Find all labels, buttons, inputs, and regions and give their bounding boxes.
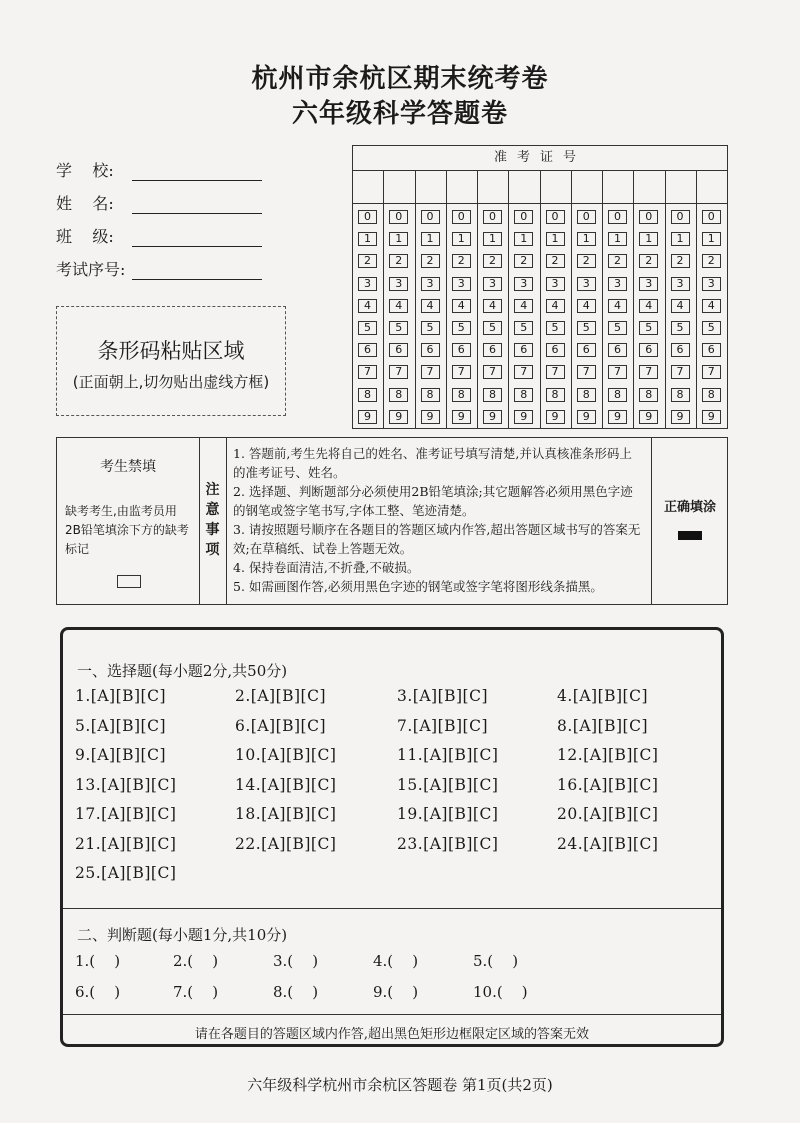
digit-bubble[interactable]: 9	[358, 410, 377, 424]
choice-question[interactable]: 19.[A][B][C]	[397, 805, 499, 823]
exam-number-column	[353, 171, 384, 429]
digit-bubble[interactable]: 4	[702, 299, 721, 313]
digit-bubble[interactable]: 4	[577, 299, 596, 313]
absent-text: 缺考考生,由监考员用2B铅笔填涂下方的缺考标记	[65, 504, 189, 556]
digit-bubble[interactable]: 4	[421, 299, 440, 313]
exam-number-write-box[interactable]	[697, 171, 727, 204]
digit-bubble[interactable]: 6	[514, 343, 533, 357]
exam-number-columns	[353, 171, 727, 429]
absent-title: 考生禁填	[100, 459, 156, 475]
digit-bubble[interactable]: 3	[577, 277, 596, 291]
exam-number-write-box[interactable]	[447, 171, 477, 204]
choice-question[interactable]: 25.[A][B][C]	[75, 864, 177, 882]
choice-question[interactable]: 9.[A][B][C]	[75, 746, 167, 764]
digit-bubble[interactable]: 1	[702, 232, 721, 246]
digit-bubble[interactable]: 9	[514, 410, 533, 424]
title-line-1: 杭州市余杭区期末统考卷	[251, 64, 549, 94]
judgment-question[interactable]: 6.( )	[75, 983, 121, 1001]
digit-bubble[interactable]: 7	[358, 365, 377, 379]
section2-title: 二、判断题(每小题1分,共10分)	[77, 926, 288, 944]
digit-bubble[interactable]: 5	[483, 321, 502, 335]
exam-number-write-box[interactable]	[478, 171, 508, 204]
digit-bubble[interactable]: 8	[546, 388, 565, 402]
correct-fill-mark	[678, 531, 702, 540]
absent-mark-box[interactable]	[117, 575, 141, 588]
digit-bubble[interactable]: 0	[671, 210, 690, 224]
digit-bubble[interactable]: 8	[702, 388, 721, 402]
exam-number-write-box[interactable]	[603, 171, 633, 204]
digit-bubble[interactable]: 3	[389, 277, 408, 291]
exam-number-column	[697, 171, 727, 429]
digit-bubble[interactable]: 5	[639, 321, 658, 335]
barcode-area	[56, 306, 286, 416]
school-input-line[interactable]	[132, 166, 262, 181]
digit-bubble[interactable]: 5	[608, 321, 627, 335]
digit-bubble[interactable]: 3	[452, 277, 471, 291]
exam-number-column	[634, 171, 665, 429]
digit-bubble[interactable]: 0	[452, 210, 471, 224]
digit-bubble[interactable]: 1	[358, 232, 377, 246]
exam-number-write-box[interactable]	[416, 171, 446, 204]
digit-bubble[interactable]: 4	[639, 299, 658, 313]
digit-bubble[interactable]: 2	[452, 254, 471, 268]
digit-bubble[interactable]: 5	[577, 321, 596, 335]
note-item: 2. 选择题、判断题部分必须使用2B铅笔填涂;其它题解答必须用黑色字迹的钢笔或签字笔书写,字体工整、笔迹清楚。	[233, 484, 633, 518]
note-item: 1. 答题前,考生先将自己的姓名、准考证号填写清楚,并认真核准条形码上的准考证号、姓名。	[233, 446, 632, 480]
barcode-title: 条形码粘贴区域	[97, 339, 245, 363]
digit-bubble[interactable]: 9	[639, 410, 658, 424]
class-field[interactable]	[56, 224, 262, 247]
digit-bubble[interactable]: 0	[421, 210, 440, 224]
digit-bubble[interactable]: 4	[389, 299, 408, 313]
judgment-question[interactable]: 2.( )	[173, 952, 219, 970]
choice-question[interactable]: 6.[A][B][C]	[235, 716, 327, 735]
exam-number-write-box[interactable]	[384, 171, 414, 204]
digit-bubble[interactable]: 9	[546, 410, 565, 424]
digit-bubble[interactable]: 7	[608, 365, 627, 379]
exam-seq-label: 考试序号:	[56, 260, 126, 279]
note-item: 3. 请按照题号顺序在各题目的答题区域内作答,超出答题区域书写的答案无效;在草稿纸、试卷上答题无效。	[233, 522, 641, 556]
digit-bubble[interactable]: 9	[483, 410, 502, 424]
digit-bubble[interactable]: 1	[577, 232, 596, 246]
choice-question[interactable]: 5.[A][B][C]	[75, 716, 167, 735]
digit-bubble[interactable]: 6	[702, 343, 721, 357]
digit-bubble[interactable]: 4	[452, 299, 471, 313]
exam-number-grid	[352, 145, 728, 429]
correct-fill-section	[651, 438, 728, 604]
choice-question[interactable]: 11.[A][B][C]	[397, 746, 499, 764]
exam-number-write-box[interactable]	[541, 171, 571, 204]
digit-bubble[interactable]: 9	[608, 410, 627, 424]
exam-number-column	[447, 171, 478, 429]
name-input-line[interactable]	[132, 199, 262, 214]
digit-bubble[interactable]: 9	[421, 410, 440, 424]
digit-bubble[interactable]: 2	[483, 254, 502, 268]
exam-number-write-box[interactable]	[634, 171, 664, 204]
choice-question[interactable]: 24.[A][B][C]	[557, 834, 659, 853]
digit-bubble[interactable]: 1	[421, 232, 440, 246]
notes-list	[233, 444, 643, 596]
digit-bubble[interactable]: 1	[608, 232, 627, 246]
exam-number-column	[541, 171, 572, 429]
digit-bubble[interactable]: 0	[546, 210, 565, 224]
digit-bubble[interactable]: 7	[577, 365, 596, 379]
judgment-question[interactable]: 3.( )	[273, 952, 319, 970]
digit-bubble[interactable]: 5	[514, 321, 533, 335]
class-label: 班 级:	[56, 227, 114, 246]
digit-bubble[interactable]: 2	[421, 254, 440, 268]
digit-bubble[interactable]: 3	[702, 277, 721, 291]
choice-question[interactable]: 13.[A][B][C]	[75, 775, 177, 794]
exam-number-column	[603, 171, 634, 429]
digit-bubble[interactable]: 2	[671, 254, 690, 268]
digit-bubble[interactable]: 2	[546, 254, 565, 268]
digit-bubble[interactable]: 1	[514, 232, 533, 246]
choice-question[interactable]: 14.[A][B][C]	[235, 775, 337, 794]
digit-bubble[interactable]: 6	[671, 343, 690, 357]
name-field[interactable]	[56, 191, 262, 214]
choice-question[interactable]: 12.[A][B][C]	[557, 746, 659, 764]
digit-bubble[interactable]: 7	[639, 365, 658, 379]
digit-bubble[interactable]: 3	[358, 277, 377, 291]
judgment-question[interactable]: 10.( )	[473, 983, 528, 1001]
digit-bubble[interactable]: 6	[389, 343, 408, 357]
digit-bubble[interactable]: 9	[577, 410, 596, 424]
digit-bubble[interactable]: 8	[421, 388, 440, 402]
judgment-question[interactable]: 4.( )	[373, 952, 419, 970]
digit-bubble[interactable]: 5	[389, 321, 408, 335]
exam-seq-field[interactable]	[56, 257, 262, 280]
digit-bubble[interactable]: 1	[389, 232, 408, 246]
digit-bubble[interactable]: 9	[671, 410, 690, 424]
digit-bubble[interactable]: 8	[514, 388, 533, 402]
digit-bubble[interactable]: 7	[671, 365, 690, 379]
digit-bubble[interactable]: 0	[358, 210, 377, 224]
school-field[interactable]	[56, 158, 262, 181]
answer-warning: 请在各题目的答题区域内作答,超出黑色矩形边框限定区域的答案无效	[194, 1027, 590, 1042]
choice-question[interactable]: 10.[A][B][C]	[235, 746, 337, 764]
digit-bubble[interactable]: 1	[546, 232, 565, 246]
choice-question[interactable]: 21.[A][B][C]	[75, 834, 177, 853]
judgment-question[interactable]: 8.( )	[273, 983, 319, 1001]
digit-bubble[interactable]: 8	[452, 388, 471, 402]
digit-bubble[interactable]: 5	[421, 321, 440, 335]
choice-question[interactable]: 4.[A][B][C]	[557, 687, 649, 705]
digit-bubble[interactable]: 4	[483, 299, 502, 313]
digit-bubble[interactable]: 7	[546, 365, 565, 379]
digit-bubble[interactable]: 6	[577, 343, 596, 357]
note-item: 4. 保持卷面清洁,不折叠,不破损。	[233, 560, 420, 575]
judgment-question[interactable]: 1.( )	[75, 952, 121, 970]
digit-bubble[interactable]: 7	[452, 365, 471, 379]
choice-question[interactable]: 18.[A][B][C]	[235, 805, 337, 823]
judgment-question[interactable]: 7.( )	[173, 983, 219, 1001]
digit-bubble[interactable]: 2	[608, 254, 627, 268]
class-input-line[interactable]	[132, 232, 262, 247]
choice-question[interactable]: 2.[A][B][C]	[235, 687, 327, 705]
correct-fill-title: 正确填涂	[663, 500, 716, 515]
exam-number-write-box[interactable]	[572, 171, 602, 204]
digit-bubble[interactable]: 3	[608, 277, 627, 291]
digit-bubble[interactable]: 8	[483, 388, 502, 402]
digit-bubble[interactable]: 3	[514, 277, 533, 291]
exam-number-column	[416, 171, 447, 429]
barcode-note: (正面朝上,切勿贴出虚线方框)	[72, 373, 270, 391]
digit-bubble[interactable]: 4	[671, 299, 690, 313]
exam-number-column	[666, 171, 697, 429]
choice-question[interactable]: 1.[A][B][C]	[75, 687, 167, 705]
notice-panel	[56, 437, 728, 605]
digit-bubble[interactable]: 2	[639, 254, 658, 268]
exam-number-column	[478, 171, 509, 429]
digit-bubble[interactable]: 5	[546, 321, 565, 335]
digit-bubble[interactable]: 2	[514, 254, 533, 268]
exam-number-write-box[interactable]	[666, 171, 696, 204]
notes-label	[199, 438, 227, 604]
digit-bubble[interactable]: 1	[452, 232, 471, 246]
digit-bubble[interactable]: 4	[358, 299, 377, 313]
digit-bubble[interactable]: 0	[389, 210, 408, 224]
digit-bubble[interactable]: 8	[608, 388, 627, 402]
digit-bubble[interactable]: 0	[577, 210, 596, 224]
exam-number-write-box[interactable]	[509, 171, 539, 204]
school-label: 学 校:	[56, 161, 114, 180]
digit-bubble[interactable]: 3	[639, 277, 658, 291]
section1-title: 一、选择题(每小题2分,共50分)	[77, 662, 288, 680]
choice-question[interactable]: 8.[A][B][C]	[557, 716, 649, 735]
choice-question[interactable]: 23.[A][B][C]	[397, 834, 499, 853]
digit-bubble[interactable]: 7	[514, 365, 533, 379]
digit-bubble[interactable]: 7	[421, 365, 440, 379]
digit-bubble[interactable]: 1	[671, 232, 690, 246]
exam-number-column	[509, 171, 540, 429]
answer-area	[60, 627, 724, 1047]
digit-bubble[interactable]: 0	[514, 210, 533, 224]
exam-number-header: 准考证号	[353, 146, 727, 171]
digit-bubble[interactable]: 4	[546, 299, 565, 313]
warning-divider	[63, 1014, 721, 1015]
digit-bubble[interactable]: 0	[639, 210, 658, 224]
digit-bubble[interactable]: 9	[702, 410, 721, 424]
digit-bubble[interactable]: 7	[389, 365, 408, 379]
choice-question[interactable]: 20.[A][B][C]	[557, 805, 659, 823]
digit-bubble[interactable]: 4	[514, 299, 533, 313]
name-label: 姓 名:	[56, 194, 114, 213]
section-divider	[63, 908, 721, 909]
digit-bubble[interactable]: 5	[452, 321, 471, 335]
exam-number-write-box[interactable]	[353, 171, 383, 204]
digit-bubble[interactable]: 2	[358, 254, 377, 268]
digit-bubble[interactable]: 8	[639, 388, 658, 402]
digit-bubble[interactable]: 6	[639, 343, 658, 357]
digit-bubble[interactable]: 2	[702, 254, 721, 268]
notes-label-text: 注意事项	[205, 482, 220, 558]
exam-number-column	[572, 171, 603, 429]
digit-bubble[interactable]: 3	[483, 277, 502, 291]
digit-bubble[interactable]: 0	[702, 210, 721, 224]
digit-bubble[interactable]: 9	[452, 410, 471, 424]
choice-question[interactable]: 7.[A][B][C]	[397, 716, 489, 735]
digit-bubble[interactable]: 6	[358, 343, 377, 357]
choice-question[interactable]: 17.[A][B][C]	[75, 805, 177, 823]
choice-question[interactable]: 16.[A][B][C]	[557, 775, 659, 794]
digit-bubble[interactable]: 1	[483, 232, 502, 246]
digit-bubble[interactable]: 0	[483, 210, 502, 224]
choice-question[interactable]: 15.[A][B][C]	[397, 775, 499, 794]
title-line-2: 六年级科学答题卷	[291, 99, 508, 129]
note-item: 5. 如需画图作答,必须用黑色字迹的钢笔或签字笔将图形线条描黑。	[233, 579, 603, 594]
digit-bubble[interactable]: 7	[702, 365, 721, 379]
digit-bubble[interactable]: 7	[483, 365, 502, 379]
absent-section	[57, 438, 200, 604]
exam-number-column	[384, 171, 415, 429]
digit-bubble[interactable]: 8	[671, 388, 690, 402]
digit-bubble[interactable]: 5	[358, 321, 377, 335]
digit-bubble[interactable]: 3	[546, 277, 565, 291]
digit-bubble[interactable]: 4	[608, 299, 627, 313]
digit-bubble[interactable]: 1	[639, 232, 658, 246]
judgment-question[interactable]: 5.( )	[473, 952, 519, 970]
digit-bubble[interactable]: 6	[483, 343, 502, 357]
choice-question[interactable]: 3.[A][B][C]	[397, 687, 489, 705]
digit-bubble[interactable]: 3	[421, 277, 440, 291]
choice-question[interactable]: 22.[A][B][C]	[235, 834, 337, 853]
digit-bubble[interactable]: 3	[671, 277, 690, 291]
digit-bubble[interactable]: 5	[671, 321, 690, 335]
exam-seq-input-line[interactable]	[132, 265, 262, 280]
digit-bubble[interactable]: 5	[702, 321, 721, 335]
digit-bubble[interactable]: 6	[452, 343, 471, 357]
judgment-question[interactable]: 9.( )	[373, 983, 419, 1001]
digit-bubble[interactable]: 6	[608, 343, 627, 357]
digit-bubble[interactable]: 9	[389, 410, 408, 424]
page-footer: 六年级科学杭州市余杭区答题卷 第1页(共2页)	[247, 1076, 553, 1094]
digit-bubble[interactable]: 6	[546, 343, 565, 357]
digit-bubble[interactable]: 0	[608, 210, 627, 224]
digit-bubble[interactable]: 8	[389, 388, 408, 402]
digit-bubble[interactable]: 8	[358, 388, 377, 402]
digit-bubble[interactable]: 2	[389, 254, 408, 268]
digit-bubble[interactable]: 6	[421, 343, 440, 357]
digit-bubble[interactable]: 2	[577, 254, 596, 268]
digit-bubble[interactable]: 8	[577, 388, 596, 402]
